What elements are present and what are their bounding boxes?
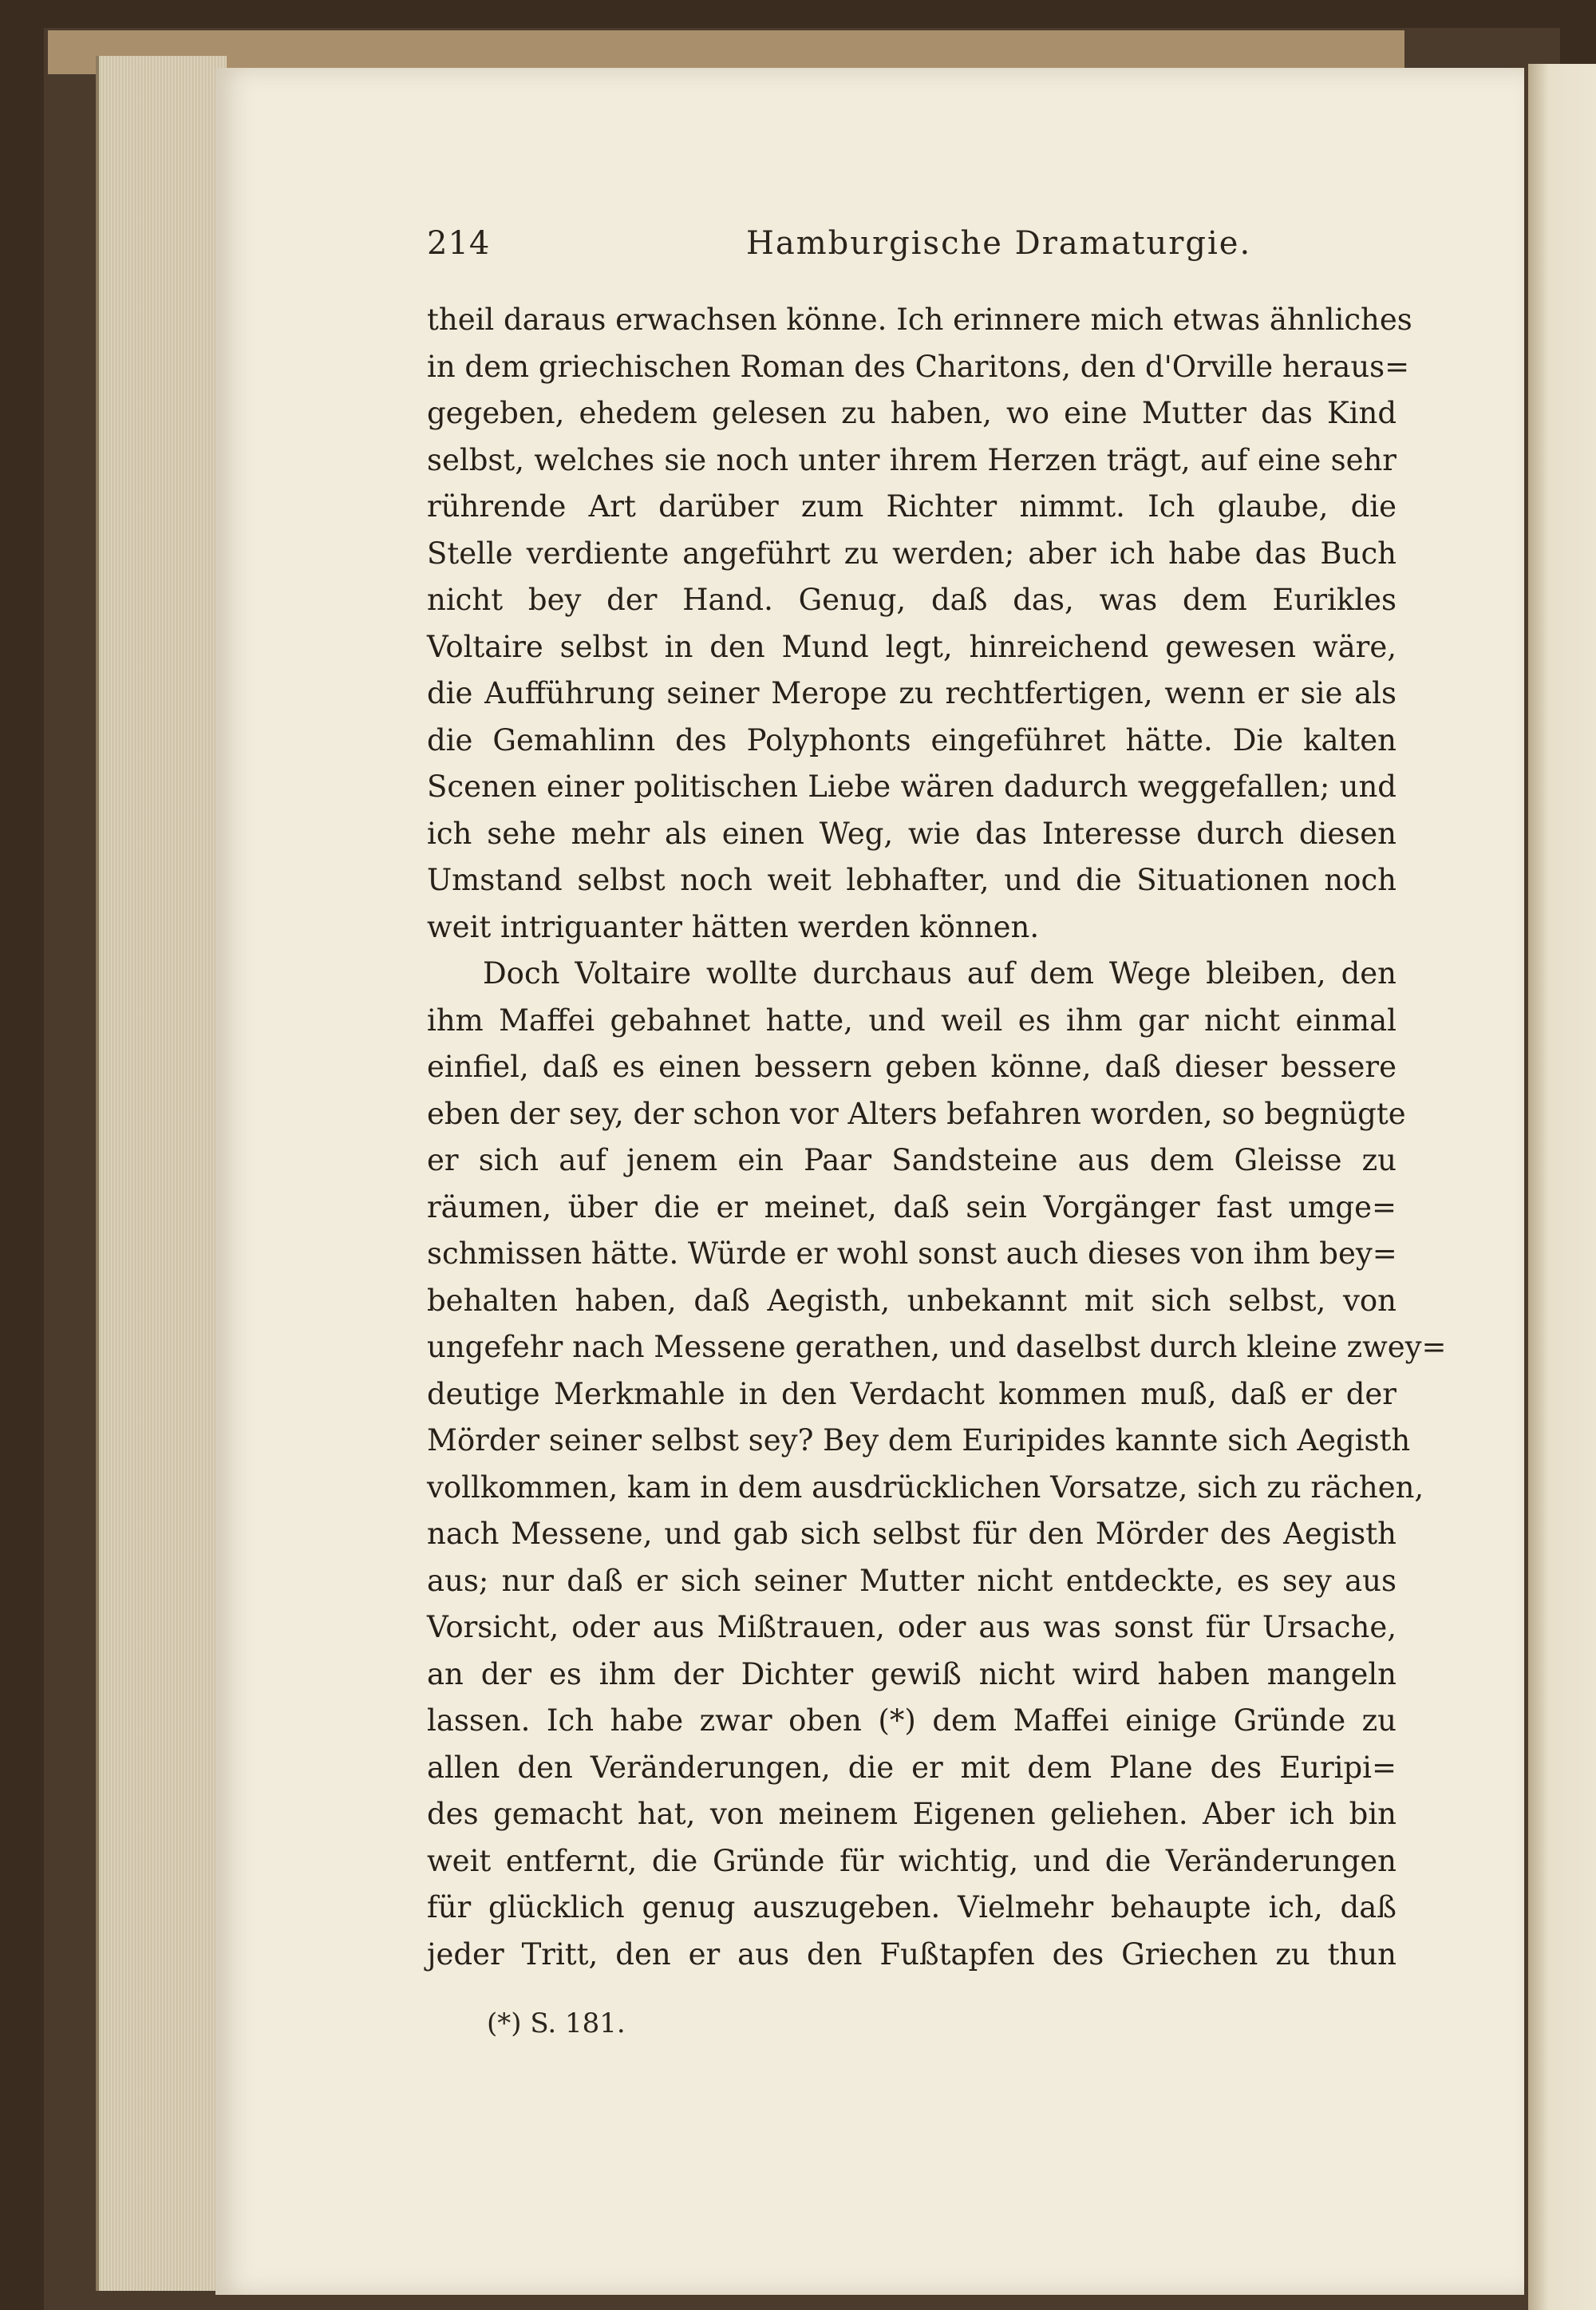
- footnote: (*) S. 181.: [487, 2007, 626, 2039]
- text-line: weit entfernt, die Gründe für wichtig, und die Veränderungen: [427, 1843, 1396, 1878]
- body-text: [427, 297, 1447, 1978]
- page-number: 214: [427, 225, 491, 262]
- text-line: schmissen hätte. Würde er wohl sonst auch dieses von ihm bey=: [427, 1236, 1397, 1271]
- text-line: er sich auf jenem ein Paar Sandsteine aus dem Gleisse zu: [427, 1143, 1396, 1177]
- text-line: die Gemahlinn des Polyphonts eingeführet hätte. Die kalten: [427, 722, 1396, 757]
- text-line: gegeben, ehedem gelesen zu haben, wo eine Mutter das Kind: [427, 396, 1396, 430]
- text-line: Mörder seiner selbst sey? Bey dem Euripides kannte sich Aegisth: [427, 1423, 1411, 1458]
- text-line: selbst, welches sie noch unter ihrem Herzen trägt, auf eine sehr: [427, 442, 1396, 477]
- text-line: nach Messene, und gab sich selbst für den Mörder des Aegisth: [427, 1517, 1396, 1551]
- text-line: Doch Voltaire wollte durchaus auf dem Wege bleiben, den: [483, 956, 1396, 991]
- page-stack-edges: [96, 56, 227, 2291]
- text-line: eben der sey, der schon vor Alters befahren worden, so begnügte: [427, 1096, 1406, 1131]
- text-line: des gemacht hat, von meinem Eigenen geliehen. Aber ich bin: [427, 1797, 1396, 1831]
- text-line: Stelle verdiente angeführt zu werden; aber ich habe das Buch: [427, 536, 1396, 571]
- text-line: ungefehr nach Messene gerathen, und daselbst durch kleine zwey=: [427, 1330, 1447, 1364]
- text-line: Vorsicht, oder aus Mißtrauen, oder aus was sonst für Ursache,: [427, 1610, 1396, 1644]
- text-line: für glücklich genug auszugeben. Vielmehr behaupte ich, daß: [427, 1890, 1396, 1924]
- text-line: ich sehe mehr als einen Weg, wie das Interesse durch diesen: [427, 816, 1396, 851]
- facing-page-edge: [1528, 64, 1596, 2310]
- text-line: theil daraus erwachsen könne. Ich erinnere mich etwas ähnliches: [427, 303, 1412, 337]
- text-line: behalten haben, daß Aegisth, unbekannt mit sich selbst, von: [427, 1283, 1396, 1318]
- text-line: allen den Veränderungen, die er mit dem Plane des Euripi=: [427, 1750, 1396, 1785]
- text-line: einfiel, daß es einen bessern geben könne, daß dieser bessere: [427, 1050, 1396, 1084]
- text-line: Umstand selbst noch weit lebhafter, und die Situationen noch: [427, 863, 1396, 897]
- text-line: nicht bey der Hand. Genug, daß das, was dem Eurikles: [427, 583, 1396, 617]
- text-line: in dem griechischen Roman des Charitons, den d'Orville heraus=: [427, 349, 1410, 384]
- text-line: weit intriguanter hätten werden können.: [427, 909, 1040, 944]
- text-line: lassen. Ich habe zwar oben (*) dem Maffei einige Gründe zu: [427, 1703, 1396, 1738]
- text-line: rührende Art darüber zum Richter nimmt. Ich glaube, die: [427, 489, 1396, 524]
- text-line: jeder Tritt, den er aus den Fußtapfen des Griechen zu thun: [427, 1936, 1396, 1972]
- text-line: vollkommen, kam in dem ausdrücklichen Vorsatze, sich zu rächen,: [427, 1469, 1424, 1505]
- text-line: die Aufführung seiner Merope zu rechtfertigen, wenn er sie als: [427, 676, 1396, 710]
- text-line: ihm Maffei gebahnet hatte, und weil es ihm gar nicht einmal: [427, 1003, 1396, 1038]
- text-line: an der es ihm der Dichter gewiß nicht wird haben mangeln: [427, 1656, 1396, 1691]
- page-header: [427, 225, 1396, 273]
- running-title: Hamburgische Dramaturgie.: [746, 225, 1252, 262]
- text-line: Scenen einer politischen Liebe wären dadurch weggefallen; und: [427, 769, 1396, 804]
- text-line: deutige Merkmahle in den Verdacht kommen muß, daß er der: [427, 1376, 1396, 1411]
- text-line: räumen, über die er meinet, daß sein Vorgänger fast umge=: [427, 1189, 1396, 1224]
- text-line: Voltaire selbst in den Mund legt, hinreichend gewesen wäre,: [427, 629, 1396, 664]
- text-line: aus; nur daß er sich seiner Mutter nicht entdeckte, es sey aus: [427, 1563, 1396, 1598]
